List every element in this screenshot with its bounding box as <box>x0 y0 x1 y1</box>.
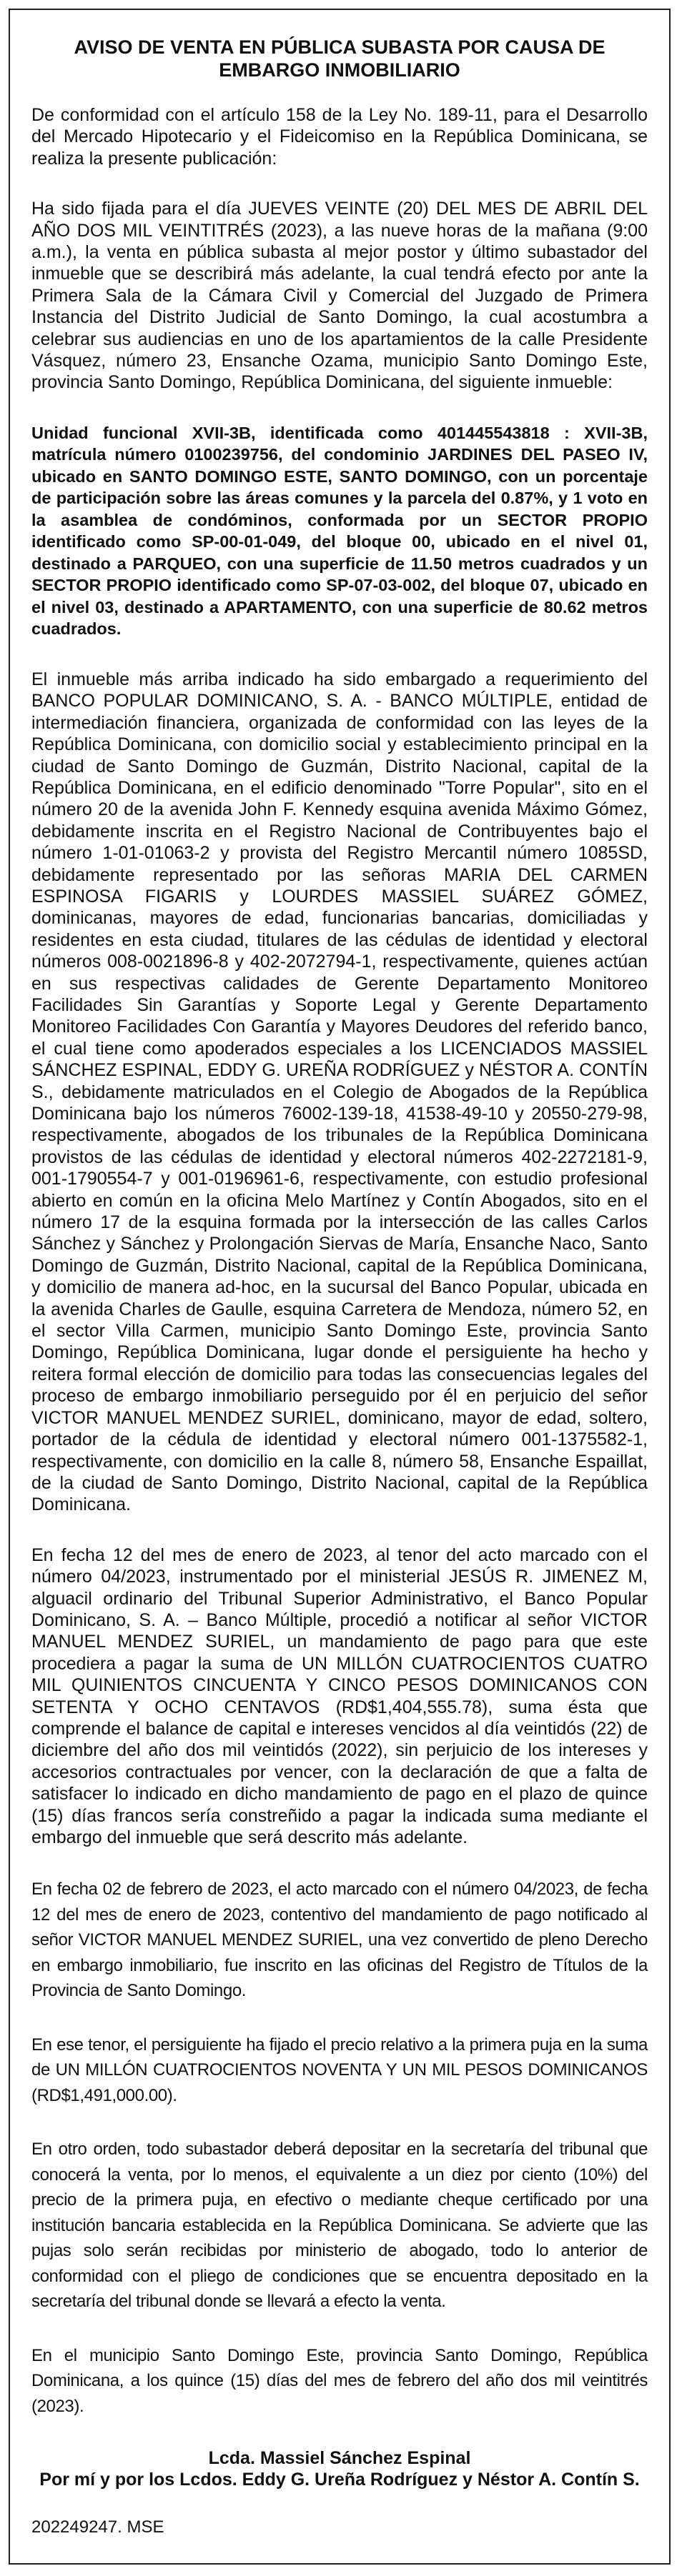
paragraph-registration: En fecha 02 de febrero de 2023, el acto marcado con el número 04/2023, de fecha 12 del mes de enero de 2023, contentivo del mandamiento de pago notificado al señor VICTOR MANUEL MENDEZ SURIEL, una vez convertido de pleno Derecho en embargo inmobiliario, fue inscrito en las oficinas del Registro de Títulos de la Provincia de Santo Domingo. <box>31 1879 648 2001</box>
paragraph-deposit-conditions: En otro orden, todo subastador deberá depositar en la secretaría del tribunal que conocerá la venta, por lo menos, el equivalente a un diez por ciento (10%) del precio de la primera puja, en efectivo o mediante cheque certificado por una institución bancaria establecida en la República Dominicana. Se advierte que las pujas solo serán recibidas por ministerio de abogado, todo lo anterior de conformidad con el pliego de condiciones que se encuentra depositado en la secretaría del tribunal donde se llevará a efecto la venta. <box>31 2140 648 2312</box>
signature-on-behalf: Por mí y por los Lcdos. Eddy G. Ureña Rodríguez y Néstor A. Contín S. <box>39 2470 640 2490</box>
paragraph-seizing-party: El inmueble más arriba indicado ha sido embargado a requerimiento del BANCO POPULAR DOMINICANO, S. A. - BANCO MÚLTIPLE, entidad de intermediación financiera, organizada de conformidad con las leyes de la República Dominicana, con domicilio social y establecimiento principal en la ciudad de Santo Domingo de Guzmán, Distrito Nacional, capital de la República Dominicana, en el edificio denominado "Torre Popular", sito en el número 20 de la avenida John F. Kennedy esquina avenida Máximo Gómez, debidamente inscrita en el Registro Nacional de Contribuyentes bajo el número 1-01-01063-2 y provista del Registro Mercantil número 1085SD, debidamente representado por las señoras MARIA DEL CARMEN ESPINOSA FIGARIS y LOURDES MASSIEL SUÁREZ GÓMEZ, dominicanas, mayores de edad, funcionarias bancarias, domiciliadas y residentes en esta ciudad, titulares de las cédulas de identidad y electoral números 008-0021896-8 y 402-2072794-1, respectivamente, quienes actúan en sus respectivas calidades de Gerente Departamento Monitoreo Facilidades Sin Garantías y Soporte Legal y Gerente Departamento Monitoreo Facilidades Con Garantía y Mayores Deudores del referido banco, el cual tiene como apoderados especiales a los LICENCIADOS MASSIEL SÁNCHEZ ESPINAL, EDDY G. UREÑA RODRÍGUEZ y NÉSTOR A. CONTÍN S., debidamente matriculados en el Colegio de Abogados de la República Dominicana bajo los números 76002-139-18, 41538-49-10 y 20550-279-98, respectivamente, abogados de los tribunales de la República Dominicana provistos de las cédulas de identidad y electoral números 402-2272181-9, 001-1790554-7 y 001-0196961-6, respectivamente, con estudio profesional abierto en común en la oficina Melo Martínez y Contín Abogados, sito en el número 17 de la esquina formada por la intersección de las calles Carlos Sánchez y Sánchez y Prolongación Siervas de María, Ensanche Naco, Santo Domingo de Guzmán, Distrito Nacional, capital de la República Dominicana, y domicilio de manera ad-hoc, en la sucursal del Banco Popular, ubicada en la avenida Charles de Gaulle, esquina Carretera de Mendoza, número 52, en el sector Villa Carmen, municipio Santo Domingo Este, provincia Santo Domingo, República Dominicana, lugar donde el persiguiente ha hecho y reitera formal elección de domicilio para todas las consecuencias legales del proceso de embargo inmobiliario perseguido por él en perjuicio del señor VICTOR MANUEL MENDEZ SURIEL, dominicano, mayor de edad, soltero, portador de la cédula de identidad y electoral número 001-1375582-1, respectivamente, con domicilio en la calle 8, número 58, Ensanche Espaillat, de la ciudad de Santo Domingo, Distrito Nacional, capital de la República Dominicana. <box>31 669 648 1515</box>
notice-title: AVISO DE VENTA EN PÚBLICA SUBASTA POR CAUSA DE EMBARGO INMOBILIARIO <box>74 36 606 81</box>
publication-code: 202249247. MSE <box>31 2517 164 2537</box>
auction-notice <box>9 9 671 2565</box>
paragraph-legal-basis: De conformidad con el artículo 158 de la Ley No. 189-11, para el Desarrollo del Mercado Hipotecario y el Fideicomiso en la República Dominicana, se realiza la presente publicación: <box>31 105 648 169</box>
paragraph-property-description: Unidad funcional XVII-3B, identificada como 401445543818 : XVII-3B, matrícula número 0100239756, del condominio JARDINES DEL PASEO IV, ubicado en SANTO DOMINGO ESTE, SANTO DOMINGO, con un porcentaje de participación sobre las áreas comunes y la parcela del 0.87%, y 1 voto en la asamblea de condóminos, conformada por un SECTOR PROPIO identificado como SP-00-01-049, del bloque 00, ubicado en el nivel 01, destinado a PARQUEO, con una superficie de 11.50 metros cuadrados y un SECTOR PROPIO identificado como SP-07-03-002, del bloque 07, ubicado en el nivel 03, destinado a APARTAMENTO, con una superficie de 80.62 metros cuadrados. <box>31 423 648 639</box>
paragraph-first-bid-price: En ese tenor, el persiguiente ha fijado el precio relativo a la primera puja en la suma de UN MILLÓN CUATROCIENTOS NOVENTA Y UN MIL PESOS DOMINICANOS (RD$1,491,000.00). <box>31 2035 648 2105</box>
paragraph-auction-date: Ha sido fijada para el día JUEVES VEINTE (20) DEL MES DE ABRIL DEL AÑO DOS MIL VEINTITRÉS (2023), a las nueve horas de la mañana (9:00 a.m.), la venta en pública subasta al mejor postor y último subastador del inmueble que se describirá más adelante, la cual tendrá efecto por ante la Primera Sala de la Cámara Civil y Comercial del Juzgado de Primera Instancia del Distrito Judicial de Santo Domingo, la cual acostumbra a celebrar sus audiencias en uno de los apartamientos de la calle Presidente Vásquez, número 23, Ensanche Ozama, municipio Santo Domingo Este, provincia Santo Domingo, República Dominicana, del siguiente inmueble: <box>31 199 648 393</box>
paragraph-payment-order: En fecha 12 del mes de enero de 2023, al tenor del acto marcado con el número 04/2023, instrumentado por el ministerial JESÚS R. JIMENEZ M, alguacil ordinario del Tribunal Superior Administrativo, el Banco Popular Dominicano, S. A. – Banco Múltiple, procedió a notificar al señor VICTOR MANUEL MENDEZ SURIEL, un mandamiento de pago para que este procediera a pagar la suma de UN MILLÓN CUATROCIENTOS CUATRO MIL QUINIENTOS CINCUENTA Y CINCO PESOS DOMINICANOS CON SETENTA Y OCHO CENTAVOS (RD$1,404,555.78), suma ésta que comprende el balance de capital e intereses vencidos al día veintidós (22) de diciembre del año dos mil veintidós (2022), sin perjuicio de los intereses y accesorios contractuales por vencer, con la declaración de que a falta de satisfacer lo indicado en dicho mandamiento de pago en el plazo de quince (15) días francos sería constreñido a pagar la indicada suma mediante el embargo del inmueble que será descrito más adelante. <box>31 1544 648 1847</box>
signature-name: Lcda. Massiel Sánchez Espinal <box>208 2448 471 2469</box>
paragraph-place-date: En el municipio Santo Domingo Este, provincia Santo Domingo, República Dominicana, a los quince (15) días del mes de febrero del año dos mil veintitrés (2023). <box>31 2345 648 2416</box>
